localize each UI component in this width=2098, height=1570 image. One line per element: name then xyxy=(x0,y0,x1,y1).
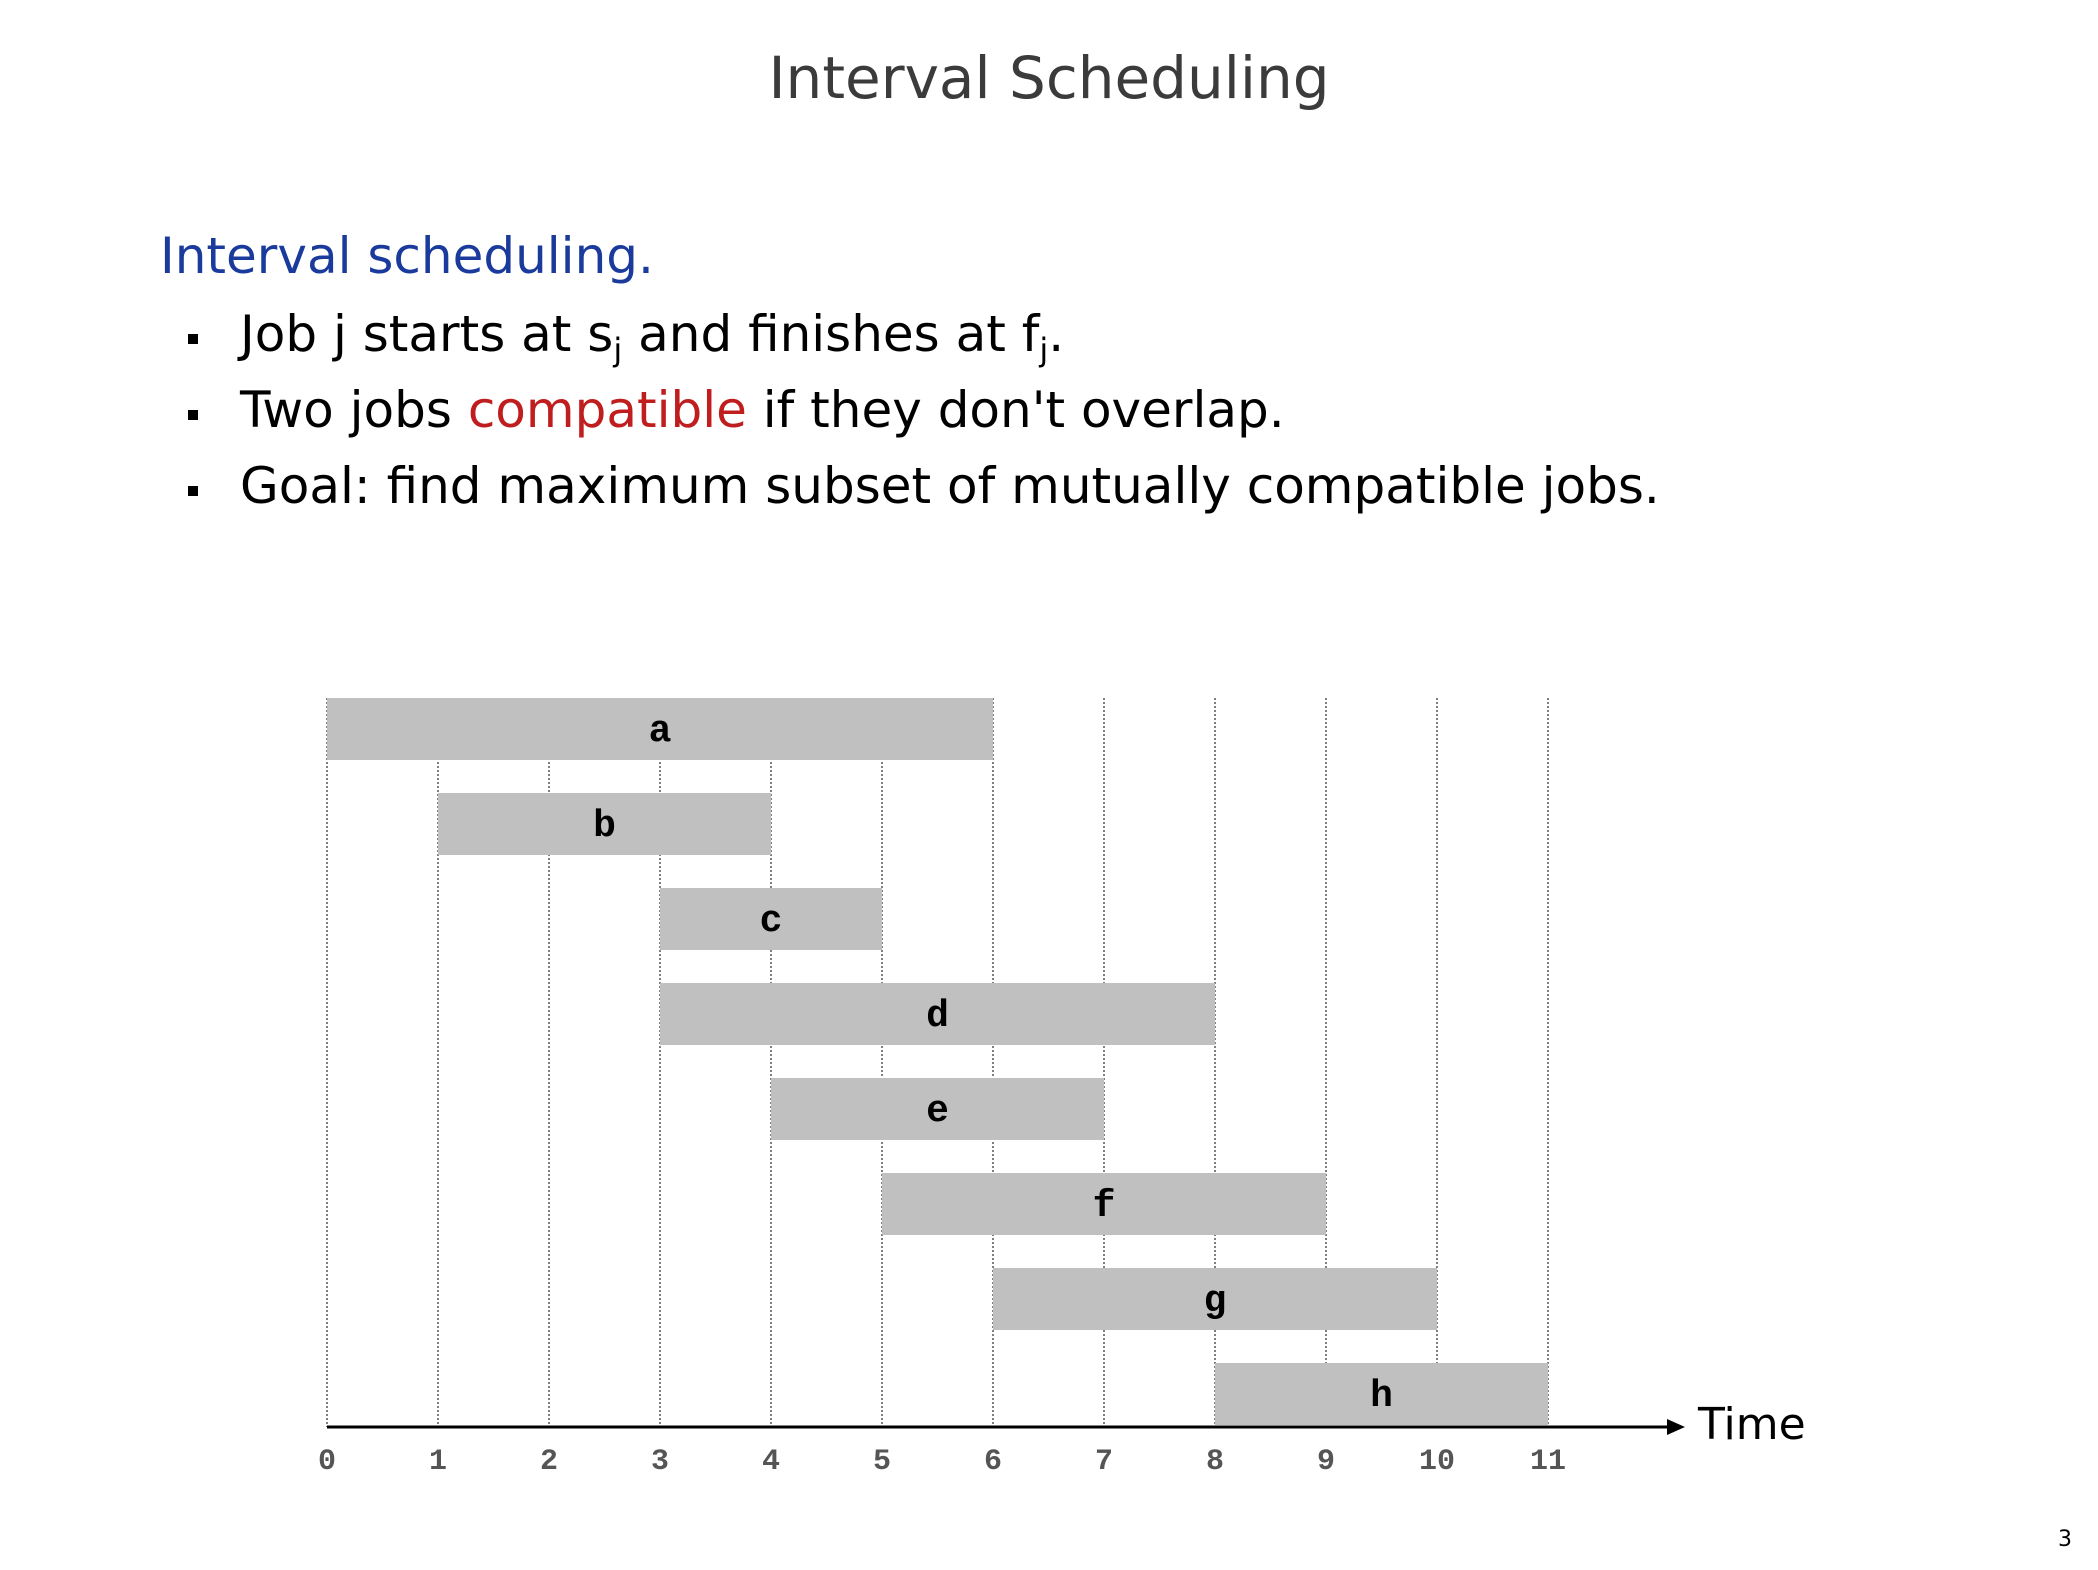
bullet-text: . xyxy=(1048,305,1065,363)
axis-arrow-icon xyxy=(1667,1419,1685,1435)
bullet-text: and finishes at f xyxy=(622,305,1040,363)
tick-label-1: 1 xyxy=(428,1445,448,1479)
job-label-e: e xyxy=(926,1090,949,1133)
tick-label-3: 3 xyxy=(650,1445,670,1479)
tick-label-6: 6 xyxy=(983,1445,1003,1479)
job-label-g: g xyxy=(1203,1280,1227,1323)
job-label-b: b xyxy=(593,805,616,848)
subscript-j: j xyxy=(1039,331,1049,369)
job-label-h: h xyxy=(1370,1375,1393,1418)
job-label-c: c xyxy=(759,900,783,943)
tick-label-7: 7 xyxy=(1094,1445,1114,1479)
tick-label-2: 2 xyxy=(539,1445,559,1479)
bullet-text: Goal: find maximum subset of mutually compatible jobs. xyxy=(240,457,1660,515)
page-number: 3 xyxy=(2058,1527,2072,1552)
highlight-term: compatible xyxy=(467,381,747,439)
job-label-f: f xyxy=(1092,1185,1116,1228)
bullet-text: Two jobs xyxy=(240,381,468,439)
tick-label-9: 9 xyxy=(1316,1445,1336,1479)
tick-label-10: 10 xyxy=(1418,1445,1456,1479)
slide-title: Interval Scheduling xyxy=(768,44,1330,112)
bullet-text: if they don't overlap. xyxy=(746,381,1285,439)
tick-label-8: 8 xyxy=(1205,1445,1225,1479)
section-heading: Interval scheduling. xyxy=(160,227,654,285)
axis-label-time: Time xyxy=(1698,1399,1806,1450)
job-label-d: d xyxy=(926,995,949,1038)
subscript-j: j xyxy=(613,331,623,369)
tick-label-5: 5 xyxy=(872,1445,892,1479)
job-label-a: a xyxy=(648,710,672,753)
tick-label-4: 4 xyxy=(761,1445,781,1479)
tick-label-0: 0 xyxy=(317,1445,337,1479)
bullet-text: Job j starts at s xyxy=(240,305,614,363)
tick-label-11: 11 xyxy=(1529,1445,1567,1479)
